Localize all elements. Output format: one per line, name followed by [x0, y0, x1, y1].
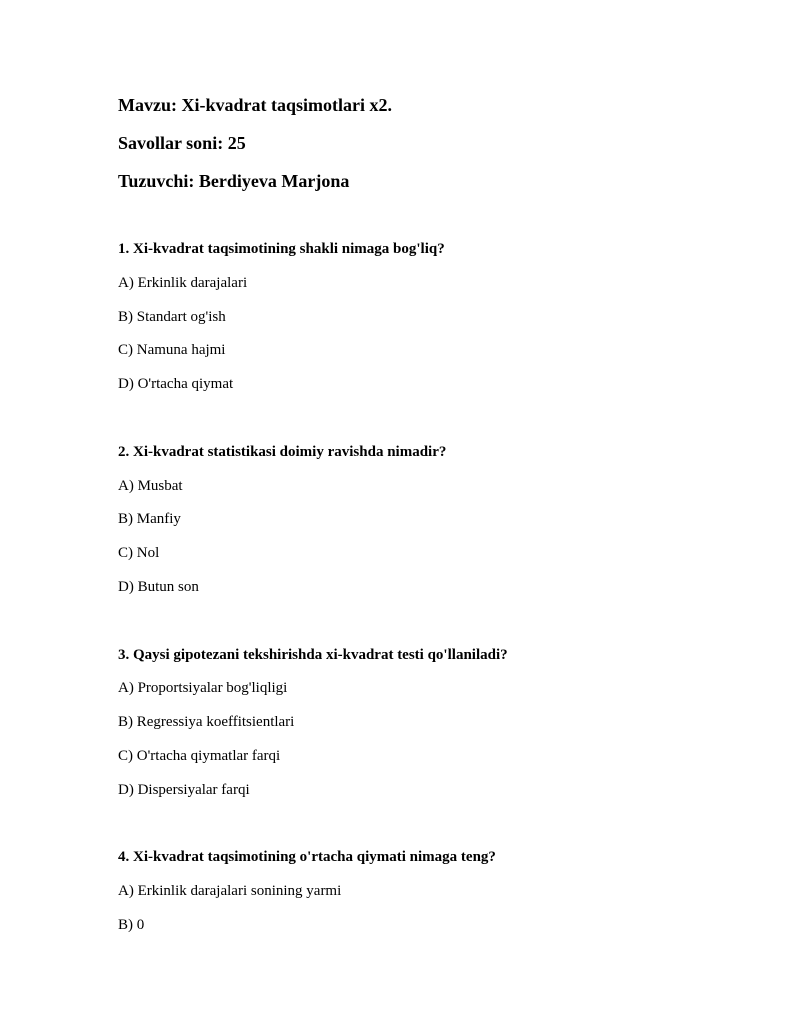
question-1-option-d: D) O'rtacha qiymat [118, 376, 234, 392]
question-1-option-c: C) Namuna hajmi [118, 342, 226, 358]
question-4-option-b: B) 0 [118, 917, 145, 933]
topic-heading: Mavzu: Xi-kvadrat taqsimotlari x2. [118, 95, 392, 115]
question-3-option-b: B) Regressiya koeffitsientlari [118, 714, 295, 730]
author-heading: Tuzuvchi: Berdiyeva Marjona [118, 171, 350, 191]
question-2-option-c: C) Nol [118, 545, 160, 561]
question-1-option-a: A) Erkinlik darajalari [118, 275, 248, 291]
question-4-text: 4. Xi-kvadrat taqsimotining o'rtacha qiymati nimaga teng? [118, 849, 496, 865]
question-3-option-d: D) Dispersiyalar farqi [118, 782, 250, 798]
question-3-option-c: C) O'rtacha qiymatlar farqi [118, 748, 281, 764]
question-3-option-a: A) Proportsiyalar bog'liqligi [118, 680, 288, 696]
question-4-option-a: A) Erkinlik darajalari sonining yarmi [118, 883, 342, 899]
question-2-option-b: B) Manfiy [118, 511, 181, 527]
question-2-option-a: A) Musbat [118, 478, 183, 494]
question-count-heading: Savollar soni: 25 [118, 133, 246, 153]
question-1-text: 1. Xi-kvadrat taqsimotining shakli nimaga bog'liq? [118, 241, 445, 257]
question-3-text: 3. Qaysi gipotezani tekshirishda xi-kvadrat testi qo'llaniladi? [118, 647, 508, 663]
question-2-text: 2. Xi-kvadrat statistikasi doimiy ravishda nimadir? [118, 444, 447, 460]
question-1-option-b: B) Standart og'ish [118, 309, 226, 325]
question-2-option-d: D) Butun son [118, 579, 199, 595]
